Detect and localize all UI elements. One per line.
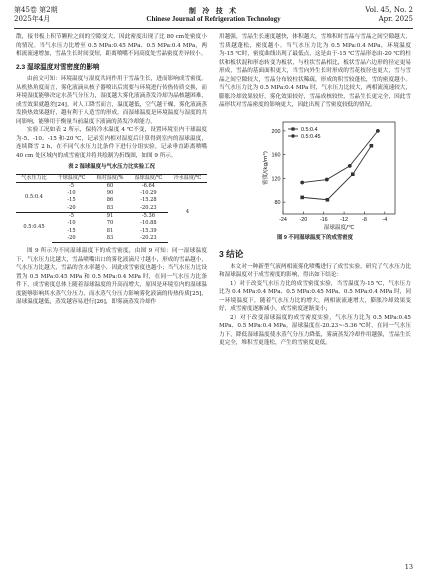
table-cell: -20 [67,204,76,211]
journal-header [14,6,413,30]
publish-date-en: Apr. 2025 [378,15,413,23]
plot-frame [283,122,395,214]
volume-issue-en: Vol. 45, No. 2 [365,6,413,14]
paragraph: 由前文可知：环境温度与湿度共同作用于雪晶生长，进而影响成雪密度。从机热角度而言，雾化液滴从核子器喷出后需要与环境进行传热传质交换，而环境湿度能够决定水蒸气分压力，湿度越大雾化液滴蒸发冷却为晶核越困难，成雪效果就越差[24]。对人工降雪而言，温度越低，空气越干燥，雾化液滴蒸发换热效果越好，越有利于人造雪的形成，而湿球温度是环境温度与湿度的共同影响，能够用于衡量当前温度下液滴的蒸发冷却能力。 [16,76,207,125]
table-cell: -20.23 [140,204,157,211]
table-cell: -5 [69,182,74,189]
section-heading: 2.3 湿球温度对雪密度的影响 [16,63,100,71]
table-cell: 86 [106,197,114,204]
table-cell: -10.88 [140,220,157,227]
table-cell: 83 [91,235,129,243]
publish-date: 2025年4月 [14,15,51,23]
table-cell: -5.36 [129,212,168,220]
legend-label: 0.5:0.45 [301,133,321,140]
table-cell: -10 [67,220,76,227]
left-column [16,33,207,307]
table-row [16,182,207,190]
table-caption: 表 2 湿球温度与气水压力比实验工况 [68,164,155,170]
section-heading: 3 结论 [219,249,244,259]
paragraph: 本文对一种新型气液两相流雾化喷嘴进行了成雪实验，研究了气水压力比和湿球温度对于成雪密度的影响，得出如下结论： [219,263,411,278]
x-tick-label: -12 [340,216,348,223]
table-cell: 60 [106,182,114,189]
table-cell-ratio: 0.5:0.4 [25,193,43,200]
paragraph: 1）对于改变气水压力比的成雪密度实验，当雪温度为-15 ℃，气水压力比为 0.4 MPa:0.4 MPa、0.5 MPa:0.45 MPa、0.5 MPa:0.4 MPa 时，同一环境温度下，随着气水压力比的增大，两相流流速增大，膨胀冷却效果变好，成雪密度逐渐减小，成雪密度逐渐变小； [219,280,411,312]
x-tick-label: -24 [279,216,287,223]
legend-marker-square [291,127,294,130]
volume-issue: 第45卷 第2期 [14,6,58,14]
table-cell: -5 [52,212,91,220]
x-axis-label: 湿球温度/℃ [323,224,355,231]
legend-marker-circle [291,134,294,137]
data-point-circle [348,164,352,168]
table-header: 干球温度/℃ [52,174,91,182]
table-cell: -15.28 [140,197,157,204]
data-point-square [326,197,330,201]
table-cell: -10.29 [140,190,157,197]
paragraph: 图 9 所示为不同湿球温度下的成雪密度，由图 9 可知：同一湿球温度下，气水压力比越大，雪晶喷嘴出口的雾化液滴尺寸越小，形成的雪晶越小，气水压力比越大，雪晶的含水率越小，因此成雪密度也越小；当气水压力比设置为 0.5 MPa:0.45 MPa 和 0.5 MPa:0.4 MPa 时，在同一气水压力比条件下，成雪密度总体上随着湿球温度的升高而增大，原因是环境室内的湿球温度能够影响其水蒸气分压力，而水蒸气分压力影响雾化液滴的传热传质[25]，湿球温度越低，蒸发越容易进行[26]，即雾滴蒸发冷却作 [16,248,207,306]
paragraph: 用越强，雪晶生长速度越快，体积越大，雪堆积时雪晶与雪晶之间空隙越大，雪质越蓬松，密度越小。当气水压力比为 0.5 MPa:0.4 MPa，环境温度为-15 ℃时，密度曲线出现了最低点，这是由于-15 ℃雪晶形态由-20 ℃的柱状和板状混和形态转变为板状，与柱状雪晶相比，板状雪晶六边形的径定更易形成，雪晶的基面面积更大，当雪向外生长时形成的雪花枝径也更大，雪与雪晶之间空隙较大，雪晶分布较柱状稀疏，形成的积雪较蓬松，雪的密度越小。当气水压力比为 0.5 MPa:0.4 MPa 时，气水压力比较大，两相流流速较大，膨胀冷却效果较好，雾化效果较好，雪晶成核较快，雪晶生长更完全，因此雪晶形状对雪晶密度的影响更大，因此出现了雪密度较低的情况。 [219,34,411,108]
y-tick-label: 120 [271,175,281,182]
table-cell: -20 [52,235,91,243]
y-tick-label: 200 [271,128,281,135]
table-header: 相对湿度/% [91,174,129,182]
table-cell-ratio: 0.5:0.45 [16,212,52,242]
table-cell: -6.64 [141,182,155,189]
x-tick-label: -4 [382,216,388,223]
density-chart [219,114,411,232]
table-header: 湿球温度/℃ [129,174,168,182]
y-tick-label: 160 [271,152,281,159]
table-cell: 91 [91,212,129,220]
table-cell-water-temp: 4 [185,209,190,216]
journal-title-cn: 制 冷 技 术 [188,6,239,15]
paragraph: 散，接书板上积节颗粒之间的空隙变大，因此密度出现了比 80 cm处密度小的情况。当气水压力比增至 0.5 MPa:0.45 MPa、0.5 MPa:0.4 MPa，两相流流速增加，雪晶生长时间变短，距离喷嘴不同高度处雪晶密度差异较小。 [16,34,207,57]
header-center [14,6,413,24]
data-point-square [370,143,374,147]
table-cell: 90 [106,190,114,197]
header-rule [14,28,413,29]
journal-title-en: Chinese Journal of Refrigeration Technology [146,15,281,23]
table-cell: -15 [67,227,76,234]
header-right [365,6,413,24]
table-cell: 70 [106,220,114,227]
table-header: 冷水温度/℃ [168,174,207,182]
x-tick-label: -8 [362,216,367,223]
data-point-square [351,172,355,176]
series-line [302,145,371,199]
table-cell: 83 [106,204,114,211]
page-number: 13 [404,563,413,571]
experiment-table [16,174,207,244]
table-cell: -20.23 [129,235,168,243]
data-point-circle [376,129,380,133]
table-header: 气水压力比 [16,174,52,182]
right-column [219,33,411,348]
density-chart-svg [219,114,411,232]
y-tick-label: 80 [274,199,281,206]
data-point-circle [325,177,329,181]
x-tick-label: -20 [299,216,308,223]
paragraph: 实验工况如表 2 所示，保持冷水温度 4 ℃不变，设置环境室内干球温度为-5、-10、-15 和-20 ℃，记录室内相对湿度后计算得到室内的湿球温度，连续降雪 2 h，在不同气水压力比条件下进行分组实验，记录垂直距离喷嘴 40 cm 处区域内的成雪密度并将其绘制为折线图，如图 9 所示。 [16,127,207,159]
x-tick-label: -16 [319,216,328,223]
table-cell: 81 [106,227,114,234]
table-cell: -15.39 [140,227,157,234]
figure-caption: 图 9 不同湿球温度下的成雪密度 [276,234,354,241]
table-header-row [16,174,207,182]
data-point-square [300,195,304,199]
table-cell: -10 [67,190,76,197]
table-cell: -15 [67,197,76,204]
y-axis-label: 密度/(kg/m³) [263,150,269,185]
data-point-circle [300,180,304,184]
legend-label: 0.5:0.4 [301,126,318,133]
paragraph: 2）对于改变湿球温度的成雪密度实验，气水压力比为 0.5 MPa:0.45 MPa、0.5 MPa:0.4 MPa，湿球温度在-20.23~-5.36 ℃时，在同一气水压力下，降低湿球温度使水蒸气分压力降低，雾滴蒸发冷却作用越强，雪晶生长更完全，堆积雪更蓬松，产生的雪密度更低。 [219,314,411,346]
